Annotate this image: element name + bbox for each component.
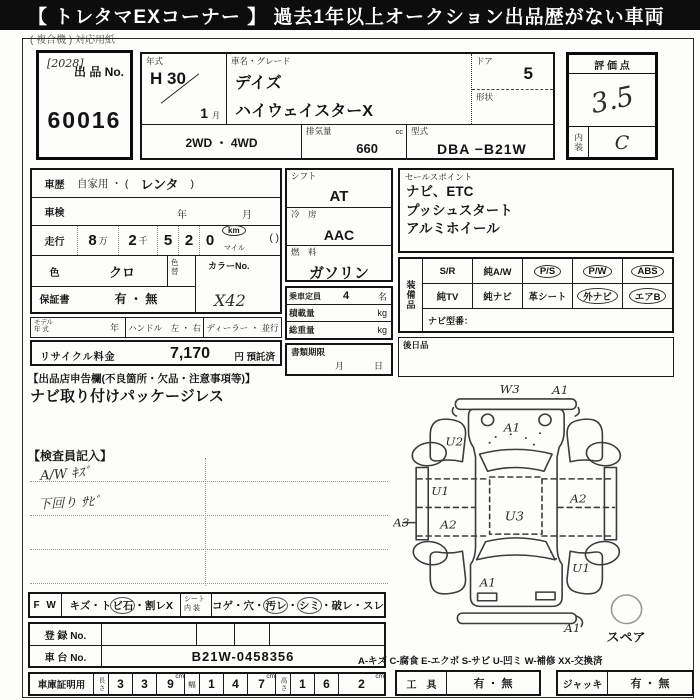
auction-stamp: [2028] [47,57,84,70]
tools-label: 工 具 [397,672,447,694]
declaration-label: 【出品店申告欄(不良箇所・欠品・注意事項等)】 [28,373,256,385]
mileage-d1: 0 [199,226,220,255]
ruled-divider [205,458,206,586]
model-row [30,317,282,338]
later-items-box [398,337,674,377]
ruled-line [30,481,388,482]
sales-line: アルミホイール [406,220,500,236]
tools-box [395,670,541,696]
mileage-d2: 2 [178,226,199,255]
capacity-value: 4 [343,290,350,302]
color-change-label2: 替 [171,267,179,276]
displacement-unit: cc [395,127,403,136]
equip-pw: P/W [573,259,623,283]
shift-value: AT [329,188,349,205]
mark-w3: W3 [499,382,520,397]
seat-interior-label: シート 内 装 [181,594,212,616]
vehicle-box [140,52,555,160]
color-value: クロ [108,264,135,280]
mark-a2-right: A2 [570,491,587,506]
spare-label: スペア [606,630,646,646]
model-label: モデル [34,319,54,326]
mark-a1-hood: A1 [503,420,521,435]
docs-label: 書類期限 [291,347,326,357]
color-no-label: カラーNo. [208,261,250,271]
color-label: 色 [49,267,60,279]
sales-box [398,168,674,253]
sales-line: ナビ、ETC [406,184,474,200]
cm-unit: cm [175,673,184,680]
mark-a3-left: A3 [393,515,410,530]
load-label: 積載量 [289,308,315,318]
damage-legend: A-キズ C-腐食 E-エクボ S-サビ U-凹ミ W-補修 XX-交換済 [358,656,603,667]
height-digit: 1 [291,674,315,694]
auction-no-box [36,50,133,160]
registration-blank [102,624,197,645]
mark-u1-left: U1 [431,484,450,498]
width-label: 幅 [185,674,200,694]
height-label: 高さ [279,676,287,692]
recycle-suffix: 円 預託済 [234,352,275,363]
equipment-box [398,257,674,333]
mileage-sen-unit: 千 [138,236,148,246]
fw-row [28,592,386,618]
mark-u3-roof: U3 [504,510,525,525]
fuel-value: ガソリン [308,264,369,282]
navi-model-label: ナビ型番： [428,315,474,326]
mileage-label: 走行 [44,237,65,248]
weight-unit: kg [377,325,387,335]
color-no-value: X42 [214,291,246,310]
shift-label: シフト [291,171,317,181]
shape-label: 形状 [476,92,494,102]
capacity-label: 乗車定員 [289,291,321,301]
car-name: デイズ [235,75,282,92]
sales-line: プッシュスタート [406,202,513,218]
jack-label: ジャッキ [558,672,608,694]
month-value: 1 [200,105,208,121]
sales-label: セールスポイント [405,172,473,182]
height-digit: 2 cm [358,673,384,691]
damage-diagram [393,378,695,654]
cm-unit: cm [375,673,384,680]
registration-blank [270,624,384,645]
model-code-label: 型式 [411,126,429,136]
equip-navi: 純ナビ [473,284,523,308]
width-digit: 4 [224,674,248,694]
mileage-d3: 5 [157,226,178,255]
equip-leather: 革シート [523,284,573,308]
fw-glass-condition: キズ・ト ビ石 ・割レX [62,594,181,616]
registration-label: 登 録 No. [30,624,102,645]
height-digit: 6 [315,674,339,694]
docs-day: 日 [373,361,383,371]
length-digit: 3 [109,674,133,694]
shaken-month: 月 [242,210,252,221]
displacement-label: 排気量 [306,126,332,136]
drive-type: 2WD ・ 4WD [142,125,302,160]
mileage-paren: ( ) [269,233,279,244]
history-usage: レンタ [140,177,179,192]
handle-cell: ハンドル 左 ・ 右 [126,318,204,337]
length-label: 長さ [97,676,105,692]
equip-ps: P/S [523,259,573,283]
ruled-line [30,583,388,584]
fw-label: F W [30,594,62,616]
equip-extnavi: 外ナビ [573,284,623,308]
dealer-cell: ディーラー ・ 並行 [206,322,279,333]
month-suffix: 月 [212,111,220,120]
width-digit: 7 cm [248,674,276,694]
warranty-label: 保証書 [39,295,70,306]
registration-blank [235,624,270,645]
car-grade: ハイウェイスターX [235,103,373,120]
registration-blank [197,624,235,645]
door-count: 5 [523,64,533,83]
capacity-unit: 名 [377,291,387,302]
ruled-line [30,515,388,516]
seat-condition: コゲ・穴・ 汚レ ・ シミ ・破レ・スレ [212,594,384,616]
mark-a2-left: A2 [440,517,457,532]
auction-number: 60016 [47,107,122,133]
ruled-line [30,549,388,550]
history-value: 自家用 ・ ( [77,178,129,190]
jack-box [556,670,694,696]
length-digit: 9 cm [157,674,185,694]
shaken-label: 車検 [44,208,65,219]
banner [0,0,700,30]
history-label: 車歴 [44,180,65,191]
auction-no-label: 出 品 No. [74,65,124,79]
later-items-label: 後日品 [403,340,429,350]
width-digit: 1 [200,674,224,694]
mileage-mile-unit: マイル [224,245,245,252]
equip-aw: 純A/W [473,259,523,283]
inspector-note-2: 下回り ｻﾋﾞ [37,494,102,513]
model-code: DBA −B21W [437,141,527,157]
equip-airbag: エアB [623,284,672,308]
mark-u1-right: U1 [572,561,591,576]
docs-month: 月 [335,361,345,371]
docs-box [285,343,393,376]
mileage-man: 8 [88,232,97,249]
interior-label: 内装 [573,133,584,152]
model-year: 年 [109,323,119,333]
fuel-label: 燃 料 [291,247,317,257]
banner-title: 【 トレタマEXコーナー 】 過去1年以上オークション出品歴がない車両 [28,6,665,28]
capacity-box [285,286,393,340]
chassis-label: 車 台 No. [30,646,102,667]
cm-unit: cm [266,673,275,680]
chassis-number: B21W-0458356 [191,649,295,664]
paper-note: ( 複合機 ) 対応用紙 [30,35,115,46]
mileage-sen: 2 [128,232,137,249]
ac-value: AAC [323,226,355,243]
recycle-box [30,340,282,366]
history-paren: ) [190,177,194,190]
equip-sr: S/R [423,259,473,283]
tools-value: 有 ・ 無 [473,678,513,690]
equip-tv: 純TV [423,284,473,308]
year-value: H 30 [150,69,186,88]
inspector-note-1: A/W ｷｽﾞ [39,465,92,484]
rating-score: 3.5 [587,80,637,120]
garage-label: 車庫証明用 [30,674,94,694]
rating-label: 評 価 点 [569,55,655,74]
interior-grade: C [614,131,630,154]
color-change-label: 色 [171,258,179,267]
declaration-text: ナビ取り付けパッケージレス [30,388,224,405]
model-label2: 年 式 [34,326,49,334]
left-info-table [30,168,282,314]
reg-chassis-table [28,622,386,668]
mark-a1-top: A1 [552,383,569,398]
inspector-label: 【検査員記入】 [28,449,113,463]
rating-box [566,52,658,160]
door-label: ドア [476,56,493,66]
mileage-km-unit: km [222,225,246,236]
equipment-label: 装備品 [405,280,416,310]
mark-u2-left: U2 [445,434,464,449]
load-unit: kg [377,308,387,318]
displacement-value: 660 [356,141,378,156]
length-digit: 3 [133,674,157,694]
warranty-value: 有 ・ 無 [114,292,158,306]
year-label: 年式 [146,56,164,66]
shaken-year: 年 [177,210,187,221]
weight-label: 総重量 [289,325,315,335]
jack-value: 有 ・ 無 [630,678,670,690]
mark-a1-bumper: A1 [564,621,581,636]
mark-a1-rear: A1 [479,575,496,590]
garage-row [28,672,386,696]
name-label: 車名・グレード [231,56,291,66]
recycle-label: リサイクル料金 [40,352,116,363]
recycle-amount: 7,170 [169,345,210,362]
equip-abs: ABS [623,259,672,283]
drivetrain-box [285,168,393,282]
mileage-man-unit: 万 [98,236,108,246]
ac-label: 冷 房 [291,209,317,219]
